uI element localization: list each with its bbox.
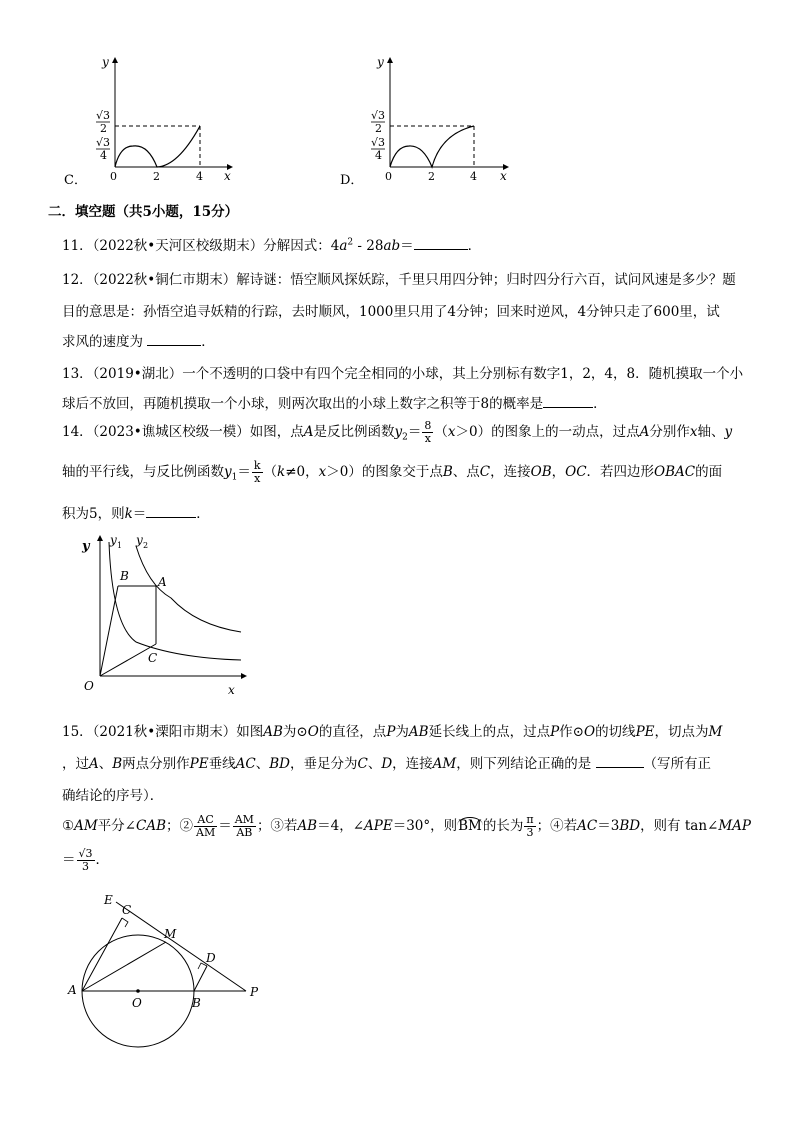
figure-14-svg xyxy=(76,530,256,702)
fig15-right-angle-c xyxy=(122,918,128,927)
graph-c-x-tick-2: 2 xyxy=(153,170,160,183)
graph-d-tick-den-1: 2 xyxy=(375,122,382,135)
fig14-label-x: x xyxy=(228,683,235,697)
question-15-line-3: 确结论的序号）． xyxy=(62,788,164,804)
question-14-line-1: 14．（2023•谯城区校级一模）如图，点A是反比例函数$y_2=$ $\frac{8}{x}$ （x＞0）的图象上的一动点，过点A分别作x轴、y xyxy=(62,419,733,445)
question-14-line-2: 轴的平行线，与反比例函数$y_1=$ $\frac{k}{x}$ （k≠0，x＞0）的图象交于点B、点C，连接OB，OC．若四边形OBAC的面 xyxy=(62,459,723,485)
question-12-line-1: 12．（2022秋•铜仁市期末）解诗谜：悟空顺风探妖踪，千里只用四分钟；归时四分行六百，试问风速是多少？题 xyxy=(62,272,736,288)
graph-d-x-tick-2: 2 xyxy=(428,170,435,183)
graph-c-tick-num-1: √3 xyxy=(96,109,111,122)
question-11: 11．（2022秋•天河区校级期末）分解因式：$4a^2 - 28ab=$ ． xyxy=(62,234,481,254)
graph-c-label: C． xyxy=(64,173,87,188)
figure-15 xyxy=(60,890,280,1070)
fig14-label-y1: y xyxy=(110,533,117,547)
question-12-line-3: 求风的速度为 ． xyxy=(62,330,215,350)
fig15-label-M: M xyxy=(164,927,177,941)
arc-bm: BM xyxy=(458,818,482,834)
fraction-pi-3: $\frac{\pi}{3}$ xyxy=(526,813,534,839)
fraction-k-over-x: $\frac{k}{x}$ xyxy=(253,459,261,485)
fig14-label-y: y xyxy=(82,539,90,554)
fig14-label-B: B xyxy=(120,569,129,583)
graph-c-tick-den-1: 2 xyxy=(100,122,107,135)
fig15-label-O: O xyxy=(132,996,142,1010)
graph-d-x-tick-0: 0 xyxy=(385,170,392,183)
fig15-label-D: D xyxy=(206,951,216,965)
graph-c-tick-den-2: 4 xyxy=(100,149,107,162)
section-title: 二．填空题（共5小题，15分） xyxy=(48,204,239,220)
question-13-line-1: 13．（2019•湖北）一个不透明的口袋中有四个完全相同的小球，其上分别标有数字1，2，4，8．随机摸取一个小 xyxy=(62,366,744,382)
fig14-label-y1-sub: 1 xyxy=(117,541,123,550)
fig14-label-O: O xyxy=(84,679,94,693)
graph-c-x-tick-4: 4 xyxy=(196,170,203,183)
graph-d-svg xyxy=(338,52,538,192)
fig14-label-y2: y xyxy=(136,533,143,547)
question-15-line-2: ，过A、B两点分别作PE垂线AC、BD，垂足分为C、D，连接AM，则下列结论正确的是 （写所有正 xyxy=(62,752,711,772)
fraction-am-ab: $\frac{AM}{AB}$ xyxy=(234,813,254,839)
question-13-line-2: 球后不放回，再随机摸取一个小球，则两次取出的小球上数字之积等于8的概率是 ． xyxy=(62,392,607,412)
graph-c xyxy=(60,52,260,192)
fig14-label-y2-sub: 2 xyxy=(143,541,149,550)
fig15-line-EP xyxy=(116,902,246,991)
figure-14 xyxy=(76,530,256,702)
fraction-sqrt3-3: $\frac{√3}{3}$ xyxy=(78,847,93,873)
fig15-label-B: B xyxy=(192,996,201,1010)
graph-c-svg xyxy=(60,52,260,192)
graph-d-tick-num-2: √3 xyxy=(371,136,386,149)
fig15-label-E: E xyxy=(104,893,113,907)
fraction-8-over-x: $\frac{8}{x}$ xyxy=(424,419,432,445)
graph-c-x-tick-0: 0 xyxy=(110,170,117,183)
answer-blank-12[interactable] xyxy=(147,331,201,346)
fig15-line-AM xyxy=(82,942,166,991)
graph-d-x-label: x xyxy=(500,169,507,183)
question-12-line-2: 目的意思是：孙悟空追寻妖精的行踪，去时顺风，1000里只用了4分钟；回来时逆风，4分钟只走了600里，试 xyxy=(62,304,720,320)
question-15-line-1: 15．（2021秋•溧阳市期末）如图AB为⊙O的直径，点P为AB延长线上的点，过点P作⊙O的切线PE，切点为M xyxy=(62,724,723,740)
answer-blank-15[interactable] xyxy=(596,753,644,768)
graph-c-curve xyxy=(115,126,200,167)
answer-blank-13[interactable] xyxy=(543,393,593,408)
fig14-curve-y2 xyxy=(136,546,241,632)
fig15-label-A: A xyxy=(68,983,77,997)
fig15-line-AC xyxy=(82,918,122,991)
graph-d-curve xyxy=(390,126,474,167)
question-15-conclusions-cont: ＝ $\frac{√3}{3}$ ． xyxy=(62,847,110,873)
fig14-label-A: A xyxy=(158,575,167,589)
fig14-label-C: C xyxy=(148,651,158,665)
answer-blank-11[interactable] xyxy=(414,235,468,250)
graph-d-y-label: y xyxy=(377,55,384,69)
question-15-conclusions: ①AM平分∠CAB；② $\frac{AC}{AM}$ ＝ $\frac{AM}{AB}$ ；③若AB＝4，∠APE＝30°，则BM的长为 $\frac{\pi}{3}$ ；④若AC＝3BD，则有 tan∠MAP xyxy=(62,813,751,839)
figure-15-svg xyxy=(60,890,280,1070)
graph-d-tick-num-1: √3 xyxy=(371,109,386,122)
fig14-line-OB xyxy=(100,586,118,676)
fig15-line-BD xyxy=(194,966,207,991)
graph-c-y-label: y xyxy=(102,55,109,69)
graph-c-x-label: x xyxy=(224,169,231,183)
fraction-ac-am: $\frac{AC}{AM}$ xyxy=(196,813,216,839)
fig15-label-P: P xyxy=(250,985,259,999)
graph-c-tick-num-2: √3 xyxy=(96,136,111,149)
fig15-label-C: C xyxy=(122,903,132,917)
graph-d xyxy=(338,52,538,192)
fig14-curve-y1 xyxy=(109,542,241,660)
graph-d-x-tick-4: 4 xyxy=(470,170,477,183)
graph-d-tick-den-2: 4 xyxy=(375,149,382,162)
graph-d-label: D． xyxy=(340,173,364,188)
fig15-center-dot xyxy=(136,989,140,993)
answer-blank-14[interactable] xyxy=(146,503,196,518)
question-14-line-3: 积为5，则k＝ ． xyxy=(62,502,210,522)
